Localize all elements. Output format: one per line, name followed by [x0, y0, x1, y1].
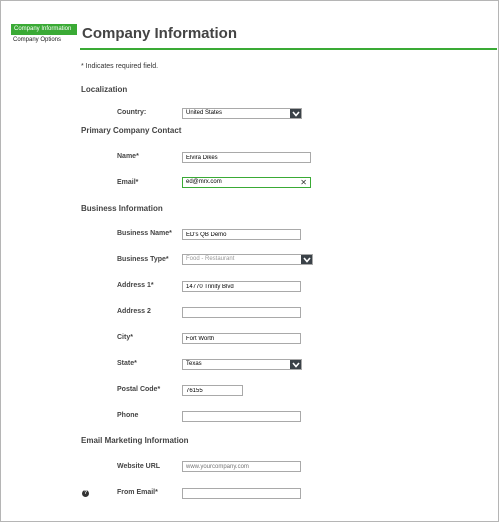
country-label: Country: [117, 109, 147, 116]
sidebar-item-company-information[interactable]: Company Information [11, 24, 77, 35]
state-select[interactable] [182, 359, 302, 370]
chevron-down-icon[interactable] [290, 108, 302, 119]
name-field[interactable] [182, 152, 311, 163]
address1-label: Address 1* [117, 282, 154, 289]
email-label: Email* [117, 179, 139, 186]
state-value: Texas [186, 361, 202, 367]
page-title: Company Information [82, 25, 238, 42]
name-label: Name* [117, 153, 139, 160]
section-business-information: Business Information [81, 204, 163, 213]
country-value: United States [186, 110, 223, 116]
email-field[interactable] [182, 177, 311, 188]
title-divider [80, 48, 497, 50]
city-field[interactable] [182, 333, 301, 344]
city-label: City* [117, 334, 133, 341]
business-name-label: Business Name* [117, 230, 172, 237]
section-email-marketing: Email Marketing Information [81, 436, 189, 445]
help-icon[interactable]: ? [83, 490, 88, 496]
website-url-label: Website URL [117, 463, 161, 470]
clear-icon[interactable]: ✕ [300, 178, 307, 187]
phone-field[interactable] [182, 411, 301, 422]
sidebar-item-company-options[interactable]: Company Options [13, 37, 62, 43]
address2-field[interactable] [182, 307, 301, 318]
postal-code-label: Postal Code* [117, 386, 161, 393]
section-localization: Localization [81, 85, 128, 94]
country-select[interactable] [182, 108, 302, 119]
business-type-select[interactable] [182, 254, 313, 265]
state-label: State* [117, 360, 137, 367]
from-email-field[interactable] [182, 488, 301, 499]
website-url-field[interactable] [182, 461, 301, 472]
postal-code-field[interactable] [182, 385, 243, 396]
address1-field[interactable] [182, 281, 301, 292]
chevron-down-icon[interactable] [290, 359, 302, 370]
phone-label: Phone [117, 412, 139, 419]
business-name-field[interactable] [182, 229, 301, 240]
email-value: ed@mrx.com [186, 179, 222, 185]
chevron-down-icon[interactable] [301, 254, 313, 265]
from-email-label: From Email* [117, 489, 158, 496]
required-note: * Indicates required field. [81, 63, 159, 70]
address2-label: Address 2 [117, 308, 151, 315]
business-type-value: Food - Restaurant [186, 256, 235, 262]
business-type-label: Business Type* [117, 256, 169, 263]
section-primary-contact: Primary Company Contact [81, 126, 182, 135]
